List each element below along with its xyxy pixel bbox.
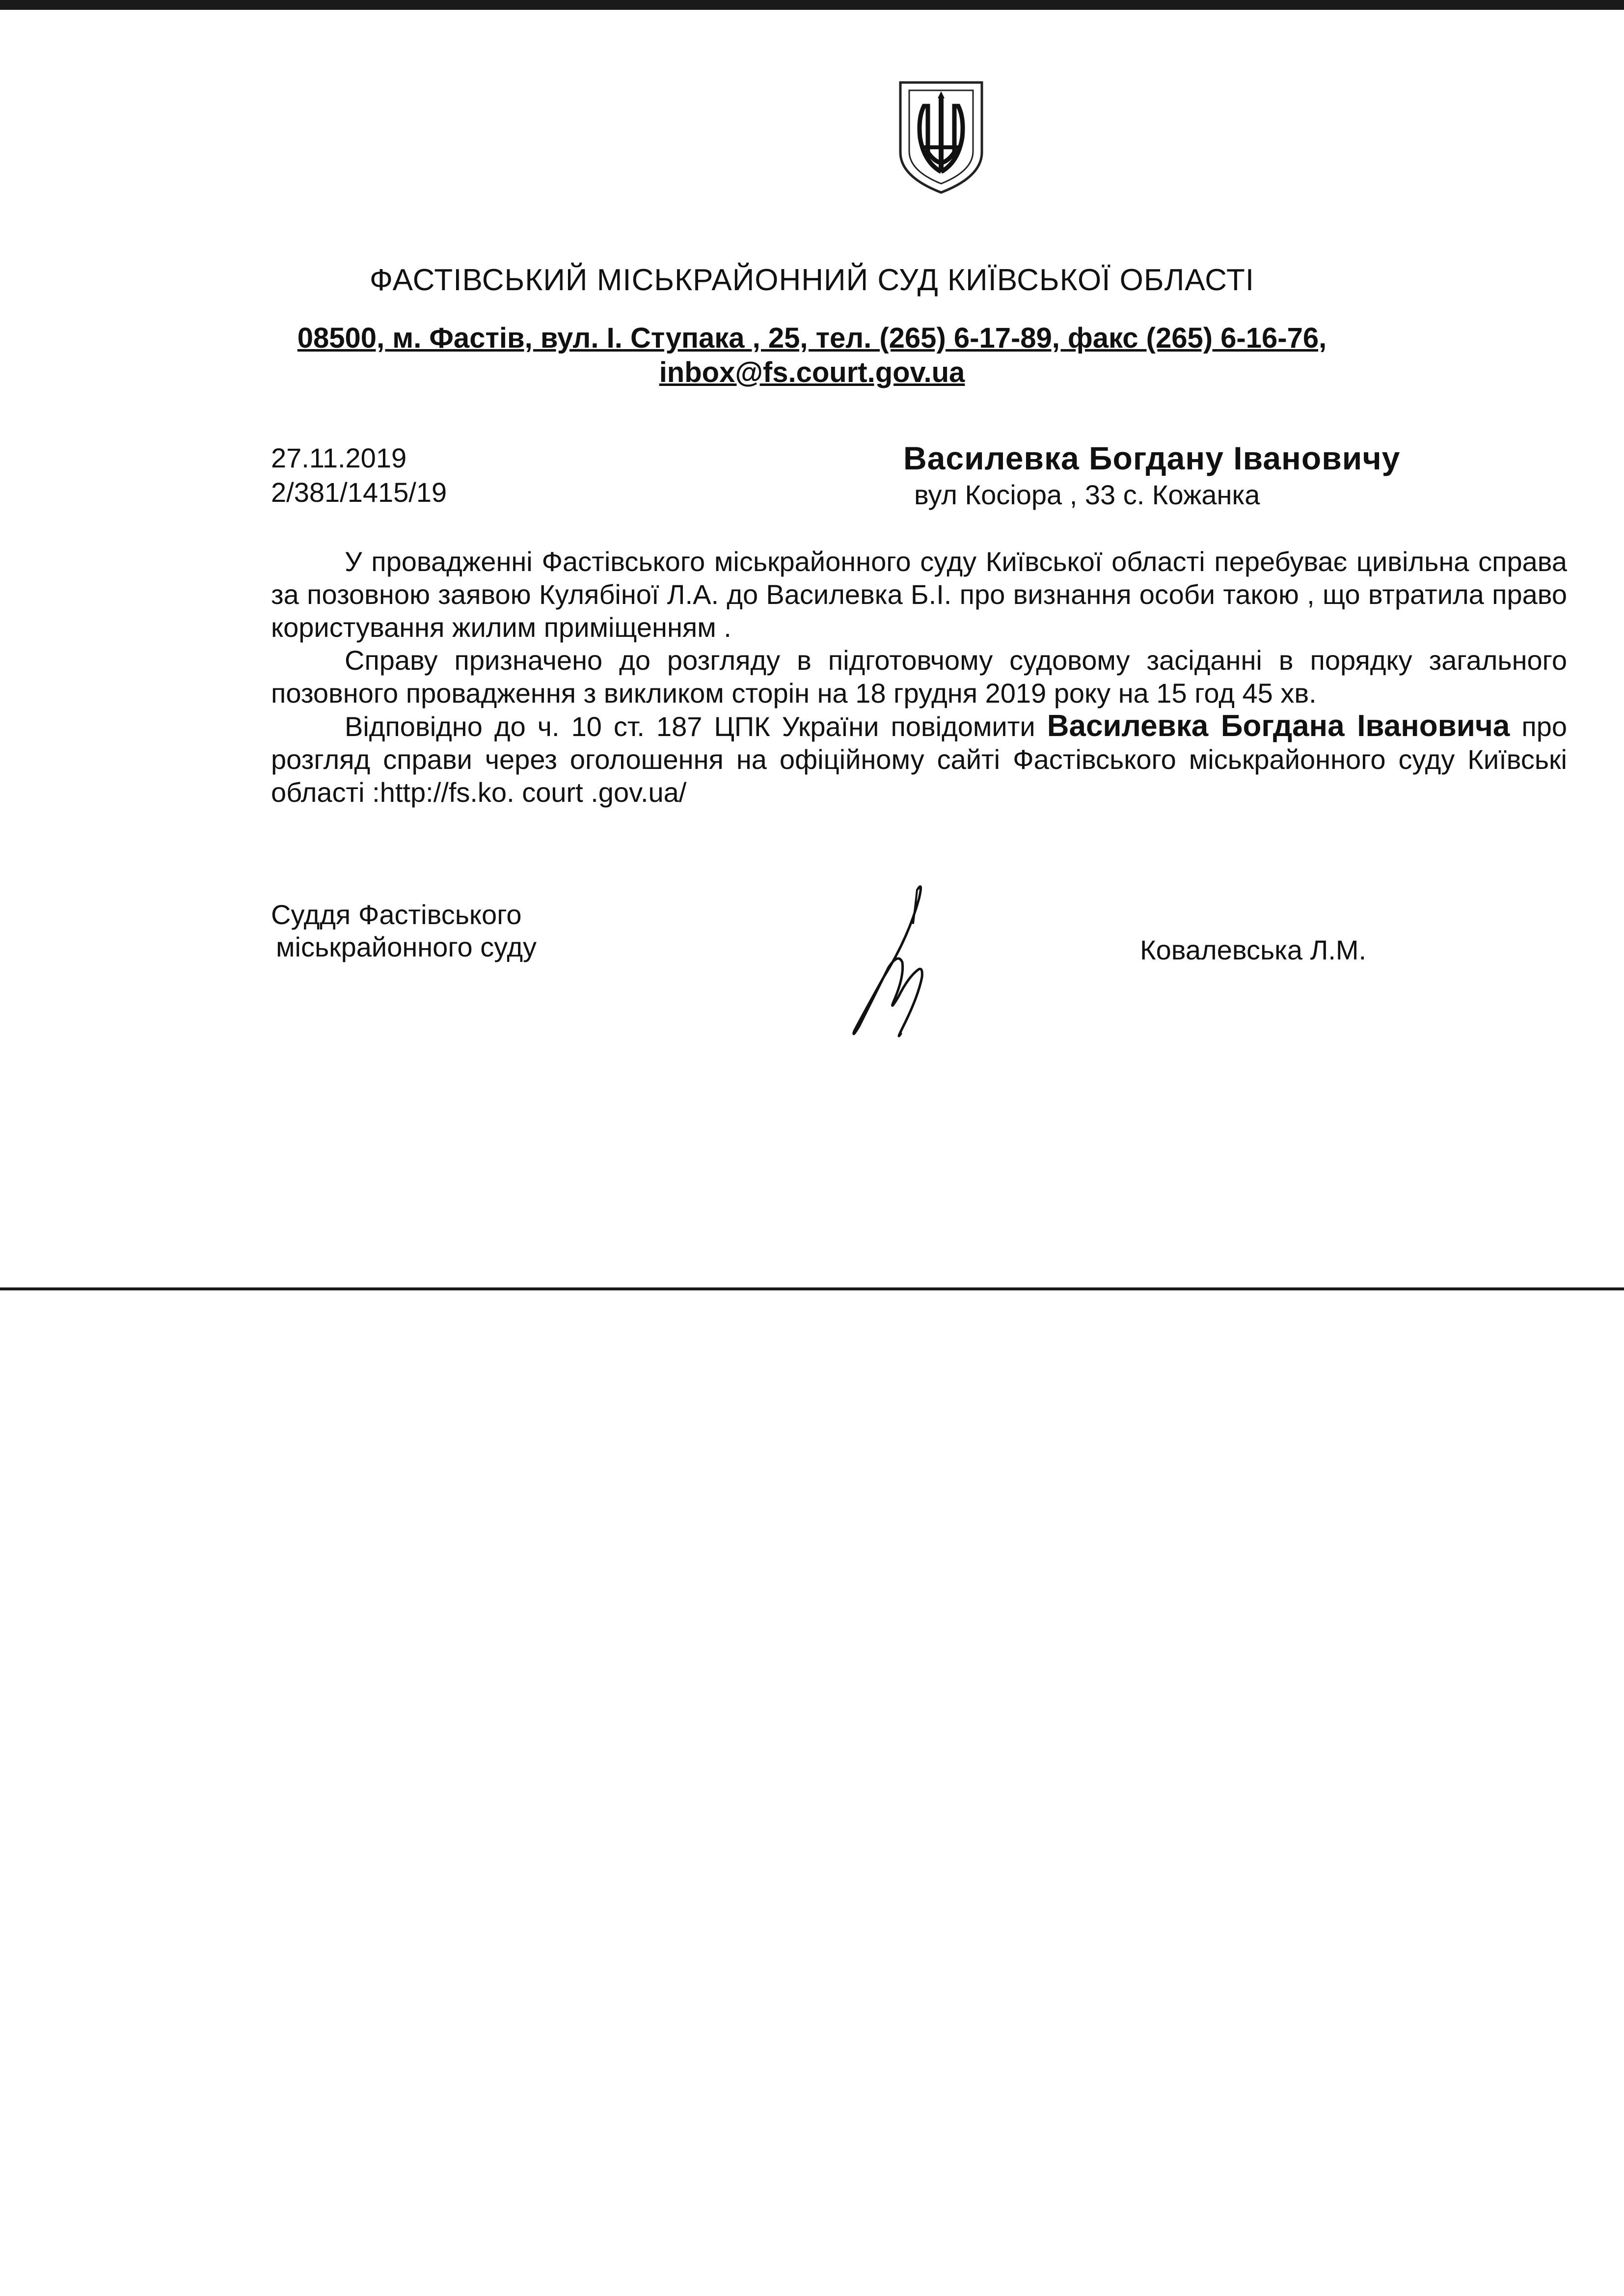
case-number: 2/381/1415/19 <box>271 477 447 508</box>
scan-top-edge <box>0 0 1624 10</box>
recipient-name: Василевка Богдану Івановичу <box>903 440 1401 476</box>
paragraph-notice <box>271 710 1567 809</box>
court-email: inbox@fs.court.gov.ua <box>659 356 965 388</box>
coat-of-arms-icon <box>894 79 988 196</box>
judge-title <box>271 899 537 963</box>
paragraph-hearing: Справу призначено до розгляду в підготовчому судовому засіданні в порядку загального позовного провадження з викликом сторін на 18 грудня 2019 року на 15 год 45 хв. <box>271 645 1567 709</box>
letter-body <box>271 545 1567 809</box>
notice-text-start: Відповідно до ч. 10 ст. 187 ЦПК України повідомити <box>345 711 1047 742</box>
letter-date: 27.11.2019 <box>271 442 407 473</box>
recipient-address: вул Косіора , 33 с. Кожанка <box>914 479 1260 510</box>
court-name: ФАСТІВСЬКИЙ МІСЬКРАЙОННИЙ СУД КИЇВСЬКОЇ ОБЛАСТІ <box>369 263 1255 297</box>
paragraph-proceedings: У провадженні Фастівського міськрайонного суду Київської області перебуває цивільна справа за позовною заявою Кулябіної Л.А. до Василевка Б.І. про визнання особи такою , що втратила право користування жилим приміщенням . <box>271 546 1567 643</box>
judge-title-line2: міськрайонного суду <box>276 931 537 962</box>
handwritten-signature <box>844 879 972 1046</box>
page-divider-line <box>0 1287 1624 1290</box>
notice-person-name: Василевка Богдана Івановича <box>1047 709 1510 743</box>
notice-text-end: про розгляд справи через оголошення на офіційному сайті Фастівського міськрайонного суду Київські області :http://fs.ko. court .gov.ua/ <box>271 711 1568 808</box>
judge-title-line1: Суддя Фастівського <box>271 899 522 930</box>
judge-name: Ковалевська Л.М. <box>1140 934 1367 965</box>
court-address: 08500, м. Фастів, вул. І. Ступака , 25, тел. (265) 6-17-89, факс (265) 6-16-76, <box>297 322 1327 354</box>
